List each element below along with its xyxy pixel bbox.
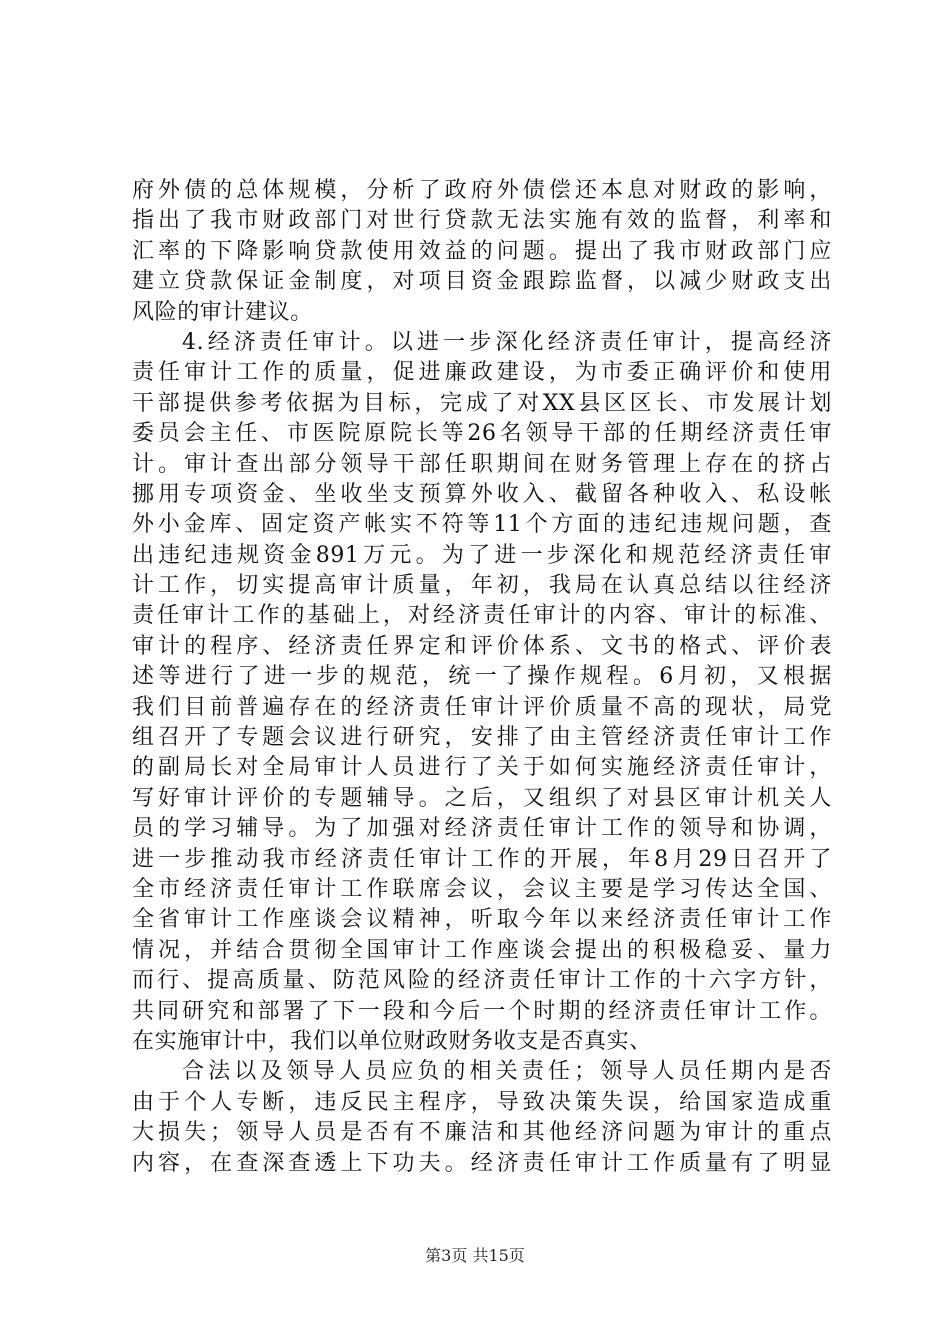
text-line: 述等进行了进一步的规范，统一了操作规程。6月初，又根据 — [132, 664, 832, 690]
text-line: 全市经济责任审计工作联席会议，会议主要是学习传达全国、 — [132, 876, 832, 902]
text-line: 挪用专项资金、坐收坐支预算外收入、截留各种收入、私设帐 — [132, 481, 832, 507]
text-line: 汇率的下降影响贷款使用效益的问题。提出了我市财政部门应 — [132, 238, 832, 264]
paragraph-start-line: 合法以及领导人员应负的相关责任；领导人员任期内是否 — [182, 1059, 832, 1085]
text-line: 责任审计工作的质量，促进廉政建设，为市委正确评价和使用 — [132, 360, 832, 386]
page-number-label: 第3页 共15页 — [425, 1246, 525, 1265]
text-line: 责任审计工作的基础上，对经济责任审计的内容、审计的标准、 — [132, 603, 832, 629]
text-line: 由于个人专断，违反民主程序，导致决策失误，给国家造成重 — [132, 1089, 832, 1115]
text-line: 共同研究和部署了下一段和今后一个时期的经济责任审计工作。 — [132, 998, 832, 1024]
text-line: 内容，在查深查透上下功夫。经济责任审计工作质量有了明显 — [132, 1150, 832, 1176]
text-line: 写好审计评价的专题辅导。之后，又组织了对县区审计机关人 — [132, 785, 832, 811]
text-line: 建立贷款保证金制度，对项目资金跟踪监督，以减少财政支出 — [132, 269, 832, 295]
text-line: 干部提供参考依据为目标，完成了对XX县区区长、市发展计划 — [132, 390, 832, 416]
text-line: 全省审计工作座谈会议精神，听取今年以来经济责任审计工作 — [132, 907, 832, 933]
text-line: 情况，并结合贯彻全国审计工作座谈会提出的积极稳妥、量力 — [132, 937, 832, 963]
text-line: 委员会主任、市医院原院长等26名领导干部的任期经济责任审 — [132, 421, 832, 447]
text-line: 而行、提高质量、防范风险的经济责任审计工作的十六字方针， — [132, 968, 832, 994]
text-line: 审计的程序、经济责任界定和评价体系、文书的格式、评价表 — [132, 633, 832, 659]
text-line: 府外债的总体规模，分析了政府外债偿还本息对财政的影响， — [132, 178, 832, 203]
text-line: 出违纪违规资金891万元。为了进一步深化和规范经济责任审 — [132, 542, 832, 568]
paragraph-start-line: 4.经济责任审计。以进一步深化经济责任审计，提高经济 — [182, 329, 832, 355]
text-line: 的副局长对全局审计人员进行了关于如何实施经济责任审计， — [132, 755, 832, 781]
text-line: 在实施审计中，我们以单位财政财务收支是否真实、 — [132, 1028, 652, 1054]
document-body — [132, 176, 832, 1179]
text-line: 计。审计查出部分领导干部任职期间在财务管理上存在的挤占 — [132, 451, 832, 477]
text-line: 我们目前普遍存在的经济责任审计评价质量不高的现状，局党 — [132, 694, 832, 720]
text-line: 组召开了专题会议进行研究，安排了由主管经济责任审计工作 — [132, 725, 832, 751]
text-line: 计工作，切实提高审计质量，年初，我局在认真总结以往经济 — [132, 573, 832, 599]
text-line: 外小金库、固定资产帐实不符等11个方面的违纪违规问题，查 — [132, 512, 832, 538]
text-line: 指出了我市财政部门对世行贷款无法实施有效的监督，利率和 — [132, 208, 832, 234]
page-footer — [0, 1246, 950, 1266]
text-line: 大损失；领导人员是否有不廉洁和其他经济问题为审计的重点 — [132, 1120, 832, 1146]
text-line: 员的学习辅导。为了加强对经济责任审计工作的领导和协调， — [132, 816, 832, 842]
text-line: 风险的审计建议。 — [132, 299, 313, 325]
text-line: 进一步推动我市经济责任审计工作的开展，年8月29日召开了 — [132, 846, 832, 872]
